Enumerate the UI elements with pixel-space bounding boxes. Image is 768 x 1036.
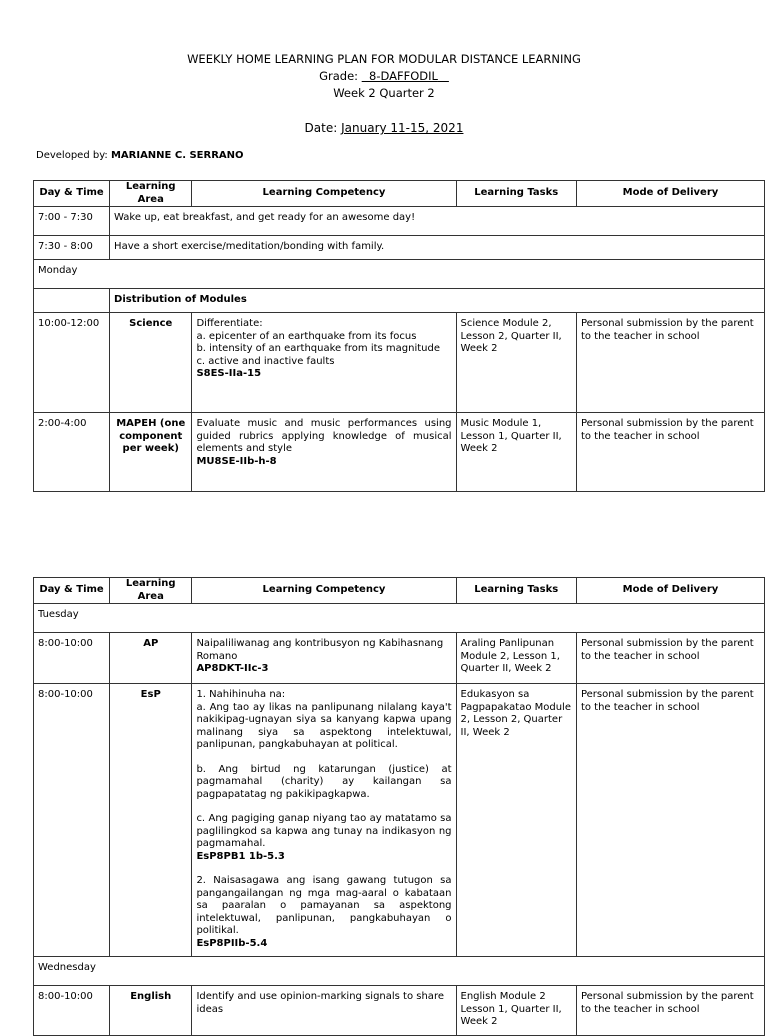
day-label: Monday: [34, 260, 765, 289]
competency-cell: [192, 633, 456, 684]
distribution-label: Distribution of Modules: [110, 289, 765, 313]
day-row-tuesday: [34, 604, 765, 633]
learning-area-cell: AP: [110, 633, 192, 684]
day-row-wednesday: [34, 957, 765, 986]
day-label: Wednesday: [34, 957, 765, 986]
table-row-english: [34, 986, 765, 1036]
header-day-time: Day & Time: [34, 181, 110, 207]
header-learning-tasks: Learning Tasks: [456, 181, 576, 207]
header-day-time: Day & Time: [34, 578, 110, 604]
competency-line: Differentiate:: [196, 318, 263, 329]
competency-code: S8ES-IIa-15: [196, 368, 262, 379]
grade-label: Grade:: [319, 69, 359, 83]
learning-area-cell: Science: [110, 313, 192, 413]
tasks-cell: Science Module 2, Lesson 2, Quarter II, Week 2: [456, 313, 576, 413]
grade-value: 8-DAFFODIL: [369, 69, 438, 83]
tasks-cell: Edukasyon sa Pagpapakatao Module 2, Lesson 2, Quarter II, Week 2: [456, 684, 576, 957]
competency-code: EsP8PIIb-5.4: [196, 937, 268, 949]
table-row: [34, 236, 765, 260]
day-label: Tuesday: [34, 604, 765, 633]
table-header-row: [34, 181, 765, 207]
competency-line: a. Ang tao ay likas na panlipunang nilalang kaya't nakikipag-ugnayan siya sa kanyang kapwa upang malinang siya sa aspektong intelektuwal, panlipunan, pangkabuhayan at political.: [196, 701, 452, 750]
tasks-cell: English Module 2 Lesson 1, Quarter II, Week 2: [456, 986, 576, 1036]
time-cell: 2:00-4:00: [34, 413, 110, 492]
plan-table-1: [33, 180, 765, 492]
time-cell: 7:30 - 8:00: [34, 236, 110, 260]
competency-code: MU8SE-IIb-h-8: [196, 455, 277, 467]
mode-cell: Personal submission by the parent to the teacher in school: [576, 986, 764, 1036]
competency-line: b. intensity of an earthquake from its magnitude: [196, 343, 440, 354]
table-row-science: [34, 313, 765, 413]
competency-line: c. Ang pagiging ganap niyang tao ay matatamo sa paglilingkod sa kapwa ang tunay na indikasyon ng pagmamahal.: [196, 813, 452, 849]
competency-cell: Identify and use opinion-marking signals to share ideas: [192, 986, 456, 1036]
table-row-ap: [34, 633, 765, 684]
header-mode-of-delivery: Mode of Delivery: [576, 578, 764, 604]
header-learning-area: Learning Area: [110, 181, 192, 207]
empty-cell: [34, 289, 110, 313]
learning-area-cell: EsP: [110, 684, 192, 957]
tasks-cell: Araling Panlipunan Module 2, Lesson 1, Quarter II, Week 2: [456, 633, 576, 684]
plan-table-2: [33, 577, 765, 1036]
table-row-esp: [34, 684, 765, 957]
competency-cell: [192, 684, 456, 957]
tasks-cell: Music Module 1, Lesson 1, Quarter II, Week 2: [456, 413, 576, 492]
header-mode-of-delivery: Mode of Delivery: [576, 181, 764, 207]
competency-cell: [192, 313, 456, 413]
time-cell: 10:00-12:00: [34, 313, 110, 413]
header-learning-competency: Learning Competency: [192, 181, 456, 207]
competency-text: Naipaliliwanag ang kontribusyon ng Kabihasnang Romano: [196, 638, 444, 662]
day-row-monday: [34, 260, 765, 289]
competency-text: Evaluate music and music performances using guided rubrics applying knowledge of musical elements and style: [196, 418, 452, 454]
plan-title: WEEKLY HOME LEARNING PLAN FOR MODULAR DISTANCE LEARNING: [187, 52, 581, 66]
time-cell: 8:00-10:00: [34, 633, 110, 684]
time-cell: 8:00-10:00: [34, 684, 110, 957]
table-header-row: [34, 578, 765, 604]
competency-cell: [192, 413, 456, 492]
competency-code: AP8DKT-IIc-3: [196, 663, 269, 674]
competency-line: a. epicenter of an earthquake from its focus: [196, 330, 417, 342]
competency-line: c. active and inactive faults: [196, 355, 335, 367]
table-row-mapeh: [34, 413, 765, 492]
activity-cell: Wake up, eat breakfast, and get ready for an awesome day!: [110, 207, 765, 236]
week-line: Week 2 Quarter 2: [333, 86, 435, 100]
table-row: [34, 207, 765, 236]
competency-code: EsP8PB1 1b-5.3: [196, 850, 285, 862]
activity-cell: Have a short exercise/meditation/bonding with family.: [110, 236, 765, 260]
date-value: January 11-15, 2021: [341, 121, 464, 135]
table-row: [34, 289, 765, 313]
date-line: [0, 121, 768, 136]
header-learning-area: Learning Area: [110, 578, 192, 604]
competency-line: 1. Nahihinuha na:: [196, 689, 286, 700]
mode-cell: Personal submission by the parent to the teacher in school: [576, 413, 764, 492]
mode-cell: Personal submission by the parent to the teacher in school: [576, 684, 764, 957]
time-cell: 8:00-10:00: [34, 986, 110, 1036]
header-learning-competency: Learning Competency: [192, 578, 456, 604]
competency-line: b. Ang birtud ng katarungan (justice) at pagmamahal (charity) ay kailangan sa pagpapatatag ng pakikipagkapwa.: [196, 763, 452, 800]
developed-by: [36, 150, 244, 161]
date-label: Date:: [304, 121, 338, 135]
time-cell: 7:00 - 7:30: [34, 207, 110, 236]
learning-area-cell: MAPEH (one component per week): [110, 413, 192, 492]
competency-line: 2. Naisasagawa ang isang gawang tutugon sa pangangailangan ng mga mag-aaral o kabataan sa paaralan o pamayanan sa aspektong intelektuwal, panlipunan, pangkabuhayan o politikal.: [196, 875, 452, 936]
developed-label: Developed by:: [36, 150, 108, 161]
developer-name: MARIANNE C. SERRANO: [110, 150, 244, 161]
learning-area-cell: English: [110, 986, 192, 1036]
mode-cell: Personal submission by the parent to the teacher in school: [576, 313, 764, 413]
grade-line: [0, 69, 768, 84]
header-learning-tasks: Learning Tasks: [456, 578, 576, 604]
mode-cell: Personal submission by the parent to the teacher in school: [576, 633, 764, 684]
